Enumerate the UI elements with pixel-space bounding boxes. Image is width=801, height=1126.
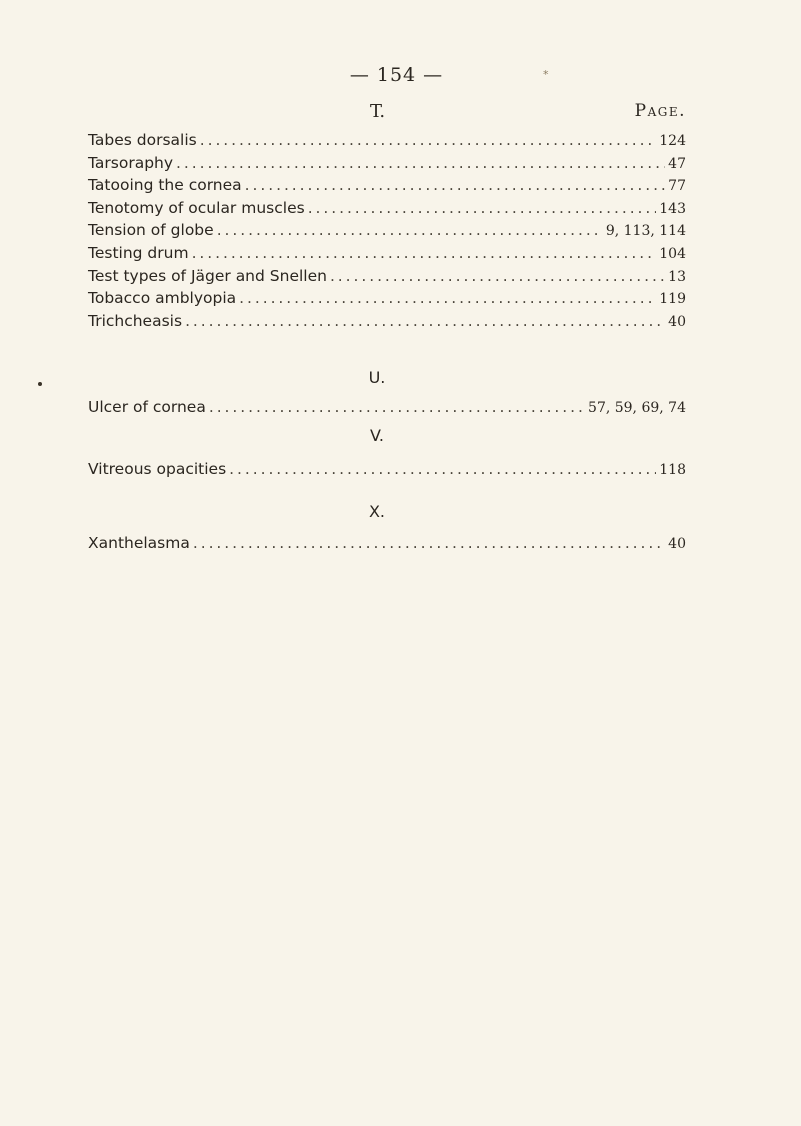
section-letter-t: T. bbox=[370, 101, 386, 122]
entry-term: Tarsoraphy bbox=[88, 153, 174, 172]
entry-term: Test types of Jäger and Snellen bbox=[88, 266, 327, 285]
dot-leader bbox=[245, 174, 666, 197]
entry-term: Trichcheasis bbox=[88, 311, 183, 330]
entry-term: Tobacco amblyopia bbox=[88, 289, 237, 308]
entry-term: Tatooing the cornea bbox=[88, 176, 242, 195]
index-entry bbox=[88, 532, 686, 555]
section-letter-v: V. bbox=[370, 426, 384, 445]
entry-pages: 119 bbox=[659, 291, 686, 308]
entry-pages: 47 bbox=[668, 155, 686, 172]
index-entry bbox=[88, 265, 686, 288]
section-x bbox=[88, 500, 686, 555]
dot-leader bbox=[330, 265, 665, 288]
dot-leader bbox=[200, 129, 657, 152]
entry-pages: 77 bbox=[668, 178, 686, 195]
dot-leader bbox=[209, 396, 585, 419]
entry-pages: 9, 113, 114 bbox=[605, 223, 686, 240]
entry-term: Ulcer of cornea bbox=[88, 398, 206, 416]
entry-pages: 40 bbox=[668, 313, 686, 330]
entry-pages: 13 bbox=[668, 268, 686, 285]
entry-pages: 143 bbox=[659, 200, 686, 217]
dot-leader bbox=[185, 310, 665, 333]
dot-leader bbox=[308, 197, 657, 220]
page-number-heading: — 154 — bbox=[349, 64, 444, 86]
dot-leader bbox=[176, 152, 665, 175]
index-entry bbox=[88, 197, 686, 220]
index-entry bbox=[88, 287, 686, 310]
entry-term: Tenotomy of ocular muscles bbox=[88, 198, 305, 217]
entry-term: Tension of globe bbox=[88, 221, 214, 240]
dot-leader bbox=[239, 287, 656, 310]
index-entry bbox=[88, 310, 686, 333]
page-column-label: Page. bbox=[634, 101, 686, 121]
dot-leader bbox=[193, 532, 665, 555]
entry-term: Vitreous opacities bbox=[88, 460, 227, 478]
index-entry bbox=[88, 396, 686, 419]
section-letter-u: U. bbox=[368, 368, 386, 387]
section-u bbox=[88, 366, 686, 419]
index-entry bbox=[88, 242, 686, 265]
dot-leader bbox=[229, 458, 656, 481]
entry-pages: 124 bbox=[659, 133, 686, 149]
entry-pages: 40 bbox=[668, 536, 686, 552]
dot-leader bbox=[217, 219, 603, 242]
dot-leader bbox=[192, 242, 657, 265]
entry-term: Testing drum bbox=[88, 243, 189, 262]
stray-dot-mark bbox=[38, 382, 42, 386]
column-header bbox=[0, 101, 801, 127]
index-entry bbox=[88, 129, 686, 152]
entry-pages: 104 bbox=[659, 245, 686, 262]
entry-pages: 57, 59, 69, 74 bbox=[588, 400, 686, 416]
section-t bbox=[88, 129, 686, 332]
entry-term: Xanthelasma bbox=[88, 534, 190, 552]
section-v bbox=[88, 424, 686, 481]
stray-ink-mark: * bbox=[543, 68, 549, 81]
index-entry bbox=[88, 152, 686, 175]
index-entry bbox=[88, 174, 686, 197]
entry-term: Tabes dorsalis bbox=[88, 131, 197, 149]
index-entry bbox=[88, 219, 686, 242]
index-entry bbox=[88, 458, 686, 481]
section-letter-x: X. bbox=[368, 502, 386, 521]
entry-pages: 118 bbox=[659, 462, 686, 478]
